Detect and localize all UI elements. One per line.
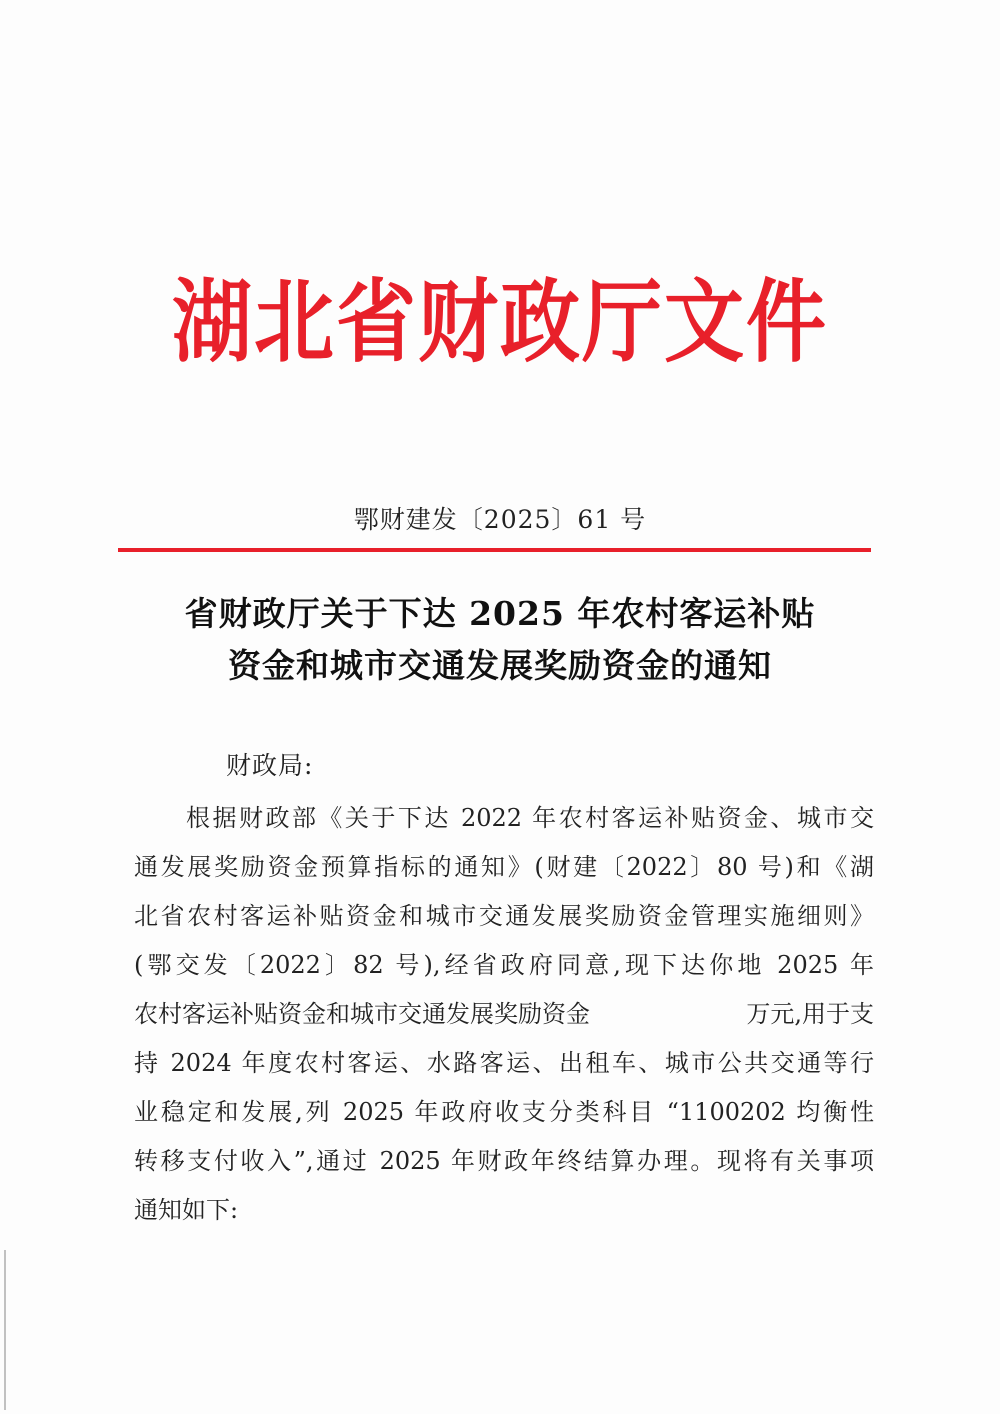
body-paragraph [134, 794, 874, 1235]
body-line: 通知如下: [134, 1196, 239, 1224]
body-line: 持 2024 年度农村客运、水路客运、出租车、城市公共交通等行 [134, 1049, 874, 1077]
body-line: (鄂交发〔2022〕82 号),经省政府同意,现下达你地 2025 年 [134, 951, 874, 979]
agency-header-title: 湖北省财政厅文件 [172, 270, 828, 375]
document-number: 鄂财建发〔2025〕61 号 [353, 505, 647, 534]
body-line: 北省农村客运补贴资金和城市交通发展奖励资金管理实施细则》 [134, 902, 874, 930]
salutation: 财政局: [226, 751, 314, 780]
body-line-with-blank [134, 990, 874, 1039]
red-divider-line [118, 548, 871, 552]
body-line: 业稳定和发展,列 2025 年政府收支分类科目 “1100202 均衡性 [134, 1098, 874, 1126]
body-line-part: 农村客运补贴资金和城市交通发展奖励资金 [134, 1000, 590, 1028]
document-title-line-1: 省财政厅关于下达 2025 年农村客运补贴 [184, 594, 816, 633]
body-line-part: 万元,用于支 [746, 1000, 874, 1028]
body-line: 通发展奖励资金预算指标的通知》(财建〔2022〕80 号)和《湖 [134, 853, 874, 881]
scan-edge-mark [4, 1250, 6, 1410]
body-line: 转移支付收入”,通过 2025 年财政年终结算办理。现将有关事项 [134, 1147, 874, 1175]
document-title-line-2: 资金和城市交通发展奖励资金的通知 [228, 646, 772, 685]
body-line: 根据财政部《关于下达 2022 年农村客运补贴资金、城市交 [186, 804, 874, 832]
document-title [100, 588, 900, 692]
